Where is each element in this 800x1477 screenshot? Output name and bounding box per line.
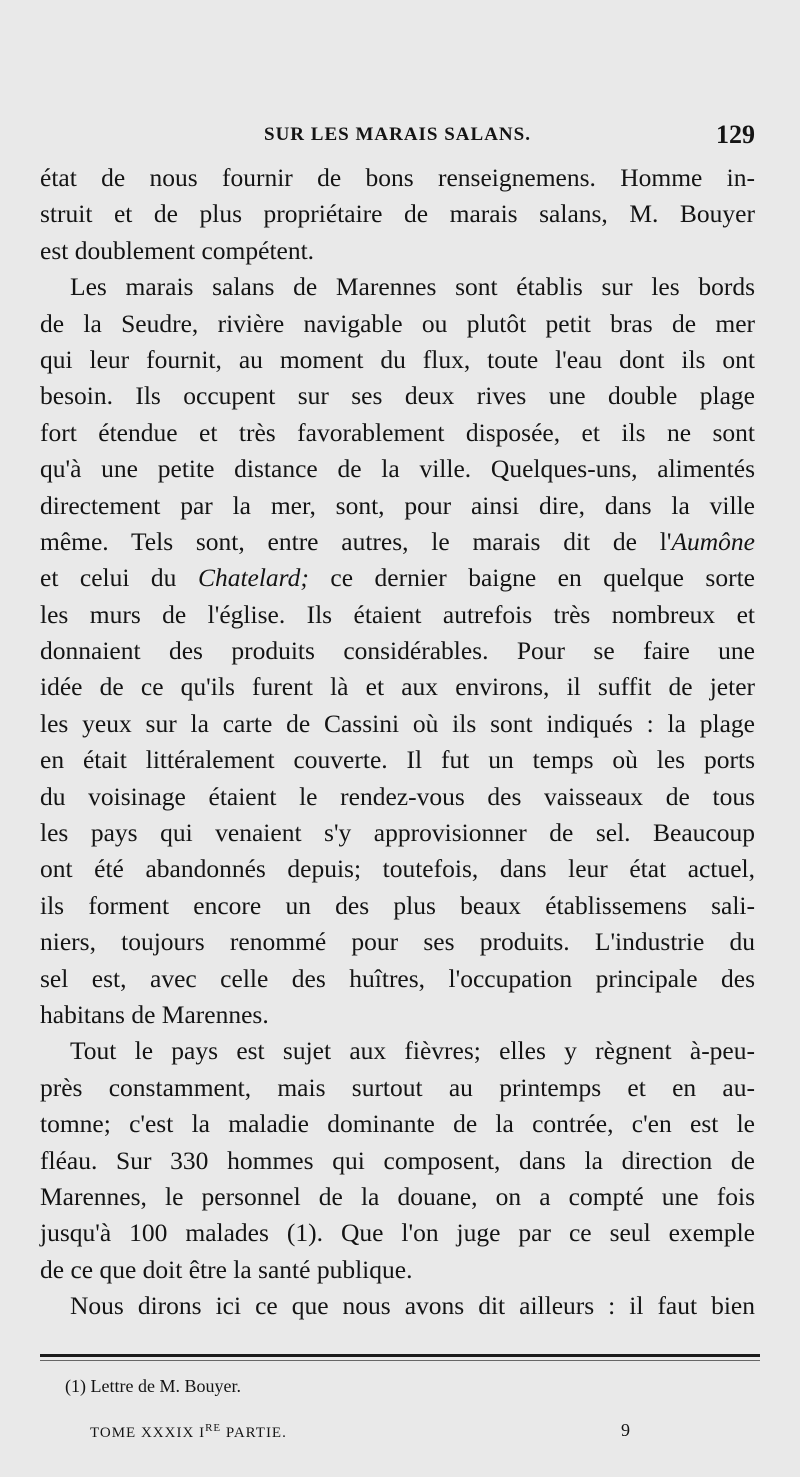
- text-line: Tout le pays est sujet aux fièvres; elles y règnent à-peu-: [70, 1036, 755, 1066]
- text-line: Les marais salans de Marennes sont établis sur les bords: [70, 272, 755, 302]
- volume-signature: [90, 1422, 287, 1442]
- text-line: même. Tels sont, entre autres, le marais dit de l'Aumône: [40, 526, 755, 556]
- footnote-rule-thin: [40, 1360, 760, 1361]
- text-line: jusqu'à 100 malades (1). Que l'on juge par ce seul exemple: [40, 1218, 755, 1248]
- text-line: Marennes, le personnel de la douane, on a compté une fois: [40, 1181, 755, 1211]
- text-line: du voisinage étaient le rendez-vous des vaisseaux de tous: [40, 781, 755, 811]
- text-line: fléau. Sur 330 hommes qui composent, dans la direction de: [40, 1145, 755, 1175]
- volume-suffix: PARTIE.: [225, 1425, 287, 1441]
- page-header: [40, 120, 755, 156]
- text-line: sel est, avec celle des huîtres, l'occupation principale des: [40, 963, 755, 993]
- text-line: les murs de l'église. Ils étaient autrefois très nombreux et: [40, 599, 755, 629]
- text-line: état de nous fournir de bons renseignemens. Homme in-: [40, 163, 755, 192]
- text-line: est doublement compétent.: [40, 235, 315, 265]
- italic-name: Aumône: [671, 526, 755, 556]
- text-line: les yeux sur la carte de Cassini où ils sont indiqués : la plage: [40, 708, 755, 738]
- volume-part-sup: RE: [205, 1422, 222, 1434]
- text-line: idée de ce qu'ils furent là et aux environs, il suffit de jeter: [40, 672, 755, 702]
- text-line: donnaient des produits considérables. Pour se faire une: [40, 636, 755, 666]
- text-line: fort étendue et très favorablement disposée, et ils ne sont: [40, 417, 755, 447]
- text-line: près constamment, mais surtout au printemps et en au-: [40, 1072, 755, 1102]
- text-line: ils forment encore un des plus beaux établissemens sali-: [40, 890, 755, 920]
- volume-prefix: TOME XXXIX: [90, 1425, 195, 1441]
- signature-line: [90, 1420, 710, 1446]
- text-line: directement par la mer, sont, pour ainsi dire, dans la ville: [40, 490, 755, 520]
- italic-name: Chatelard;: [197, 563, 309, 593]
- text-line: niers, toujours renommé pour ses produits. L'industrie du: [40, 927, 755, 957]
- footnote-rule: [40, 1354, 760, 1357]
- footnote: (1) Lettre de M. Bouyer.: [65, 1376, 241, 1396]
- text-line: besoin. Ils occupent sur ses deux rives une double plage: [40, 381, 755, 411]
- volume-part: I: [199, 1425, 206, 1441]
- text-line: tomne; c'est la maladie dominante de la contrée, c'en est le: [40, 1109, 755, 1139]
- text-line: qui leur fournit, au moment du flux, toute l'eau dont ils ont: [40, 344, 755, 374]
- text-line: et celui du Chatelard; ce dernier baigne en quelque sorte: [40, 563, 756, 593]
- text-line: de ce que doit être la santé publique.: [40, 1254, 413, 1284]
- text-line: les pays qui venaient s'y approvisionner de sel. Beaucoup: [40, 818, 755, 848]
- sheet-number: 9: [621, 1420, 630, 1440]
- text-line: de la Seudre, rivière navigable ou plutôt petit bras de mer: [40, 308, 755, 338]
- text-line: qu'à une petite distance de la ville. Quelques-uns, alimentés: [40, 454, 755, 484]
- text-line: en était littéralement couverte. Il fut un temps où les ports: [40, 745, 755, 775]
- text-line: habitans de Marennes.: [40, 999, 269, 1029]
- text-line: Nous dirons ici ce que nous avons dit ailleurs : il faut bien: [70, 1291, 755, 1321]
- text-line: ont été abandonnés depuis; toutefois, dans leur état actuel,: [40, 854, 755, 884]
- page-number: 129: [716, 120, 755, 149]
- body-text: [40, 160, 755, 1325]
- running-title: SUR LES MARAIS SALANS.: [264, 124, 531, 145]
- text-line: struit et de plus propriétaire de marais salans, M. Bouyer: [40, 199, 755, 229]
